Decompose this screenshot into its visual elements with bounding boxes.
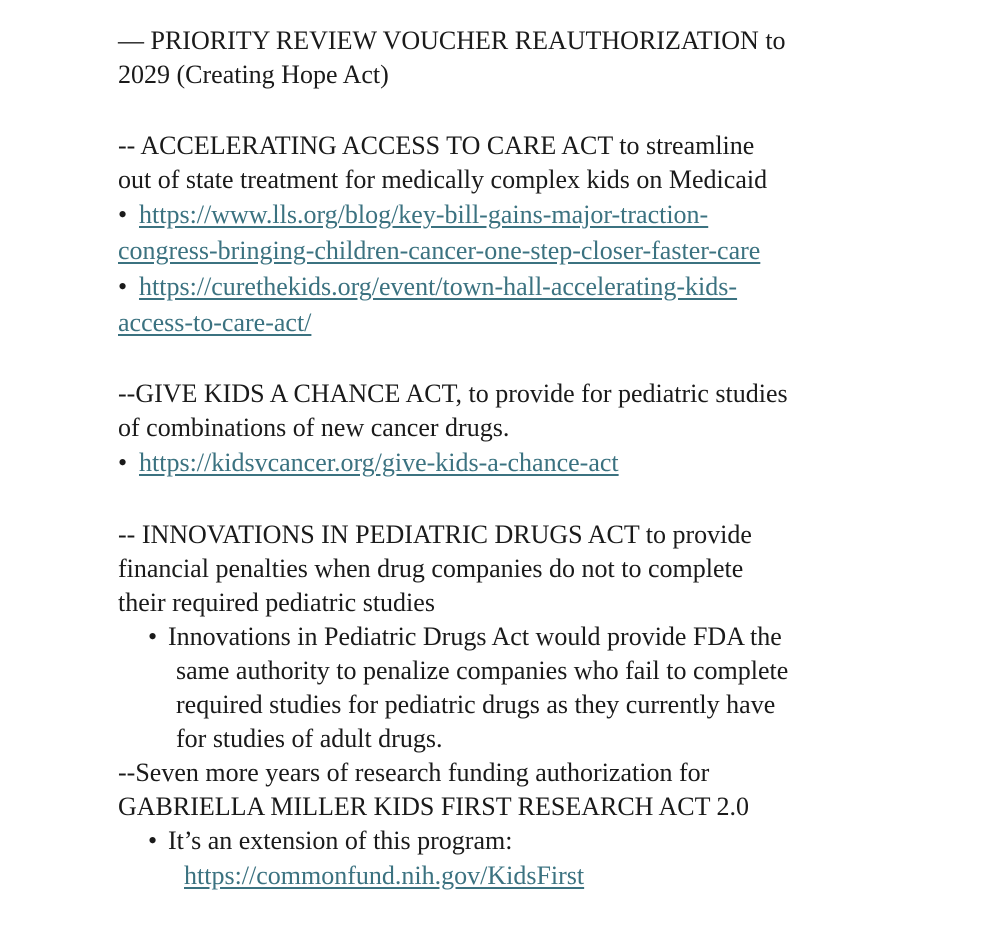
gabriella-heading-line2: GABRIELLA MILLER KIDS FIRST RESEARCH ACT 2.0 — [118, 792, 750, 821]
curethekids-link-continuation[interactable]: access-to-care-act/ — [118, 308, 312, 337]
list-item — [118, 620, 908, 654]
gabriella-heading-line1: --Seven more years of research funding authorization for — [118, 758, 710, 787]
list-item — [118, 445, 908, 481]
list-item-continuation — [118, 305, 908, 341]
list-item-continuation — [118, 233, 908, 269]
curethekids-link[interactable]: https://curethekids.org/event/town-hall-accelerating-kids- — [139, 272, 738, 301]
gabriella-bullet-line1: It’s an extension of this program: — [168, 826, 513, 855]
spacer — [118, 481, 908, 518]
prv-heading-line2: 2029 (Creating Hope Act) — [118, 60, 389, 89]
prv-heading-line1: — PRIORITY REVIEW VOUCHER REAUTHORIZATION to — [118, 26, 786, 55]
kidsvcancer-link[interactable]: https://kidsvcancer.org/give-kids-a-chance-act — [139, 448, 619, 477]
access-heading-line2: out of state treatment for medically complex kids on Medicaid — [118, 165, 768, 194]
give-kids-heading-line1: --GIVE KIDS A CHANCE ACT, to provide for pediatric studies — [118, 379, 788, 408]
give-kids-heading-line2: of combinations of new cancer drugs. — [118, 413, 510, 442]
list-item — [118, 197, 908, 233]
list-item — [118, 824, 908, 858]
innovations-bullet-line4: for studies of adult drugs. — [176, 724, 443, 753]
innovations-bullet-line2: same authority to penalize companies who fail to complete — [176, 656, 789, 685]
innovations-bullet-line1: Innovations in Pediatric Drugs Act would provide FDA the — [168, 622, 782, 651]
bullet-icon: • — [148, 622, 158, 651]
lls-link[interactable]: https://www.lls.org/blog/key-bill-gains-major-traction- — [139, 200, 709, 229]
innovations-heading-line3: their required pediatric studies — [118, 588, 435, 617]
bullet-icon: • — [148, 826, 158, 855]
bullet-icon: • — [118, 200, 128, 229]
lls-link-continuation[interactable]: congress-bringing-children-cancer-one-step-closer-faster-care — [118, 236, 761, 265]
bullet-icon: • — [118, 448, 128, 477]
spacer — [118, 92, 908, 129]
list-item — [118, 269, 908, 305]
list-item-continuation — [118, 858, 908, 894]
innovations-bullet-line3: required studies for pediatric drugs as they currently have — [176, 690, 776, 719]
commonfund-link[interactable]: https://commonfund.nih.gov/KidsFirst — [184, 861, 585, 890]
spacer — [118, 341, 908, 377]
innovations-heading-line2: financial penalties when drug companies do not to complete — [118, 554, 744, 583]
document-body — [118, 24, 908, 894]
innovations-heading-line1: -- INNOVATIONS IN PEDIATRIC DRUGS ACT to provide — [118, 520, 752, 549]
access-heading-line1: -- ACCELERATING ACCESS TO CARE ACT to streamline — [118, 131, 755, 160]
bullet-icon: • — [118, 272, 128, 301]
